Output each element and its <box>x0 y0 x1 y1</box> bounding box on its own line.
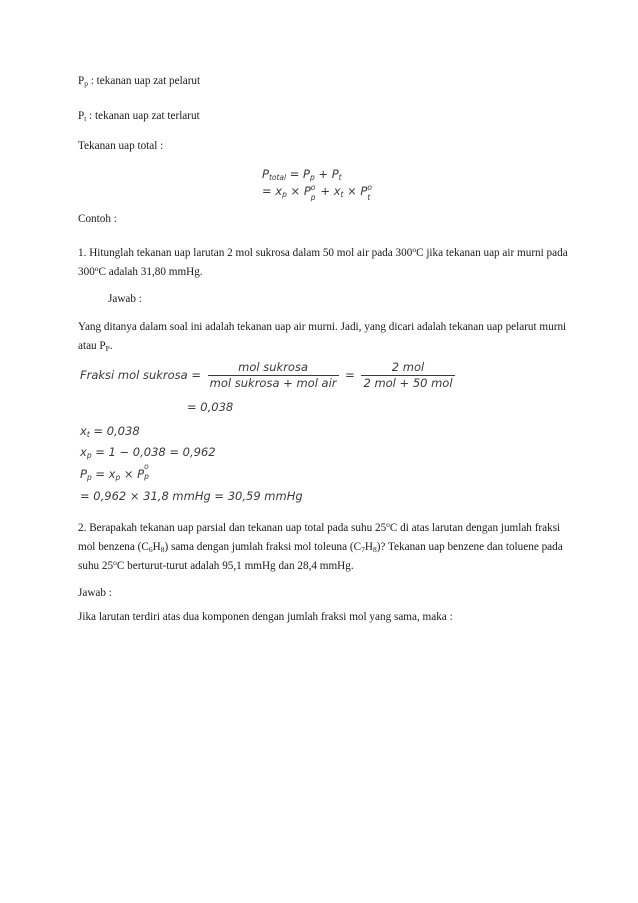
xp-line: xp = 1 − 0,038 = 0,962 <box>80 445 216 460</box>
pp-line: Pp = xp × P o p <box>80 462 149 482</box>
jawab-2: Jawab : <box>78 587 112 599</box>
total-pressure-formula: Ptotal = Pp + Pt = xp × P o p + xt × P o t <box>262 167 372 202</box>
fraction-sukrosa-formula: Fraksi mol sukrosa = $\frac{\text{mol sukrosa}}{\text{mol sukrosa + mol air}}$ = $\frac{\text{2 mol}}{\text{2 mol + 50 mol}}$ <box>80 360 453 390</box>
final-statement: Jika larutan terdiri atas dua komponen dengan jumlah fraksi mol yang sama, maka : <box>78 611 453 623</box>
answer-1-intro: Yang ditanya dalam soal ini adalah tekanan uap air murni. Jadi, yang dicari adalah tekanan uap pelarut murni atau $P_P$. <box>78 321 567 353</box>
xt-line: xt = 0,038 <box>80 424 140 439</box>
definition-pp: $P_p$ : tekanan uap zat pelarut <box>78 75 201 88</box>
jawab-1: Jawab : <box>108 293 142 305</box>
fraction-result: = 0,038 <box>187 400 234 414</box>
question-2: 2. Berapakah tekanan uap parsial dan tekanan uap total pada suhu 25$^o$C di atas larutan dengan jumlah fraksi mol benzena $(C_6H_8)$ sama dengan jumlah fraksi mol toleuna $(C_7H_8)$? Tekanan uap benzene dan toluene pada suhu 25$^o$C berturut-turut adalah 95,1 mmHg dan 28,4 mmHg. <box>78 520 563 572</box>
question-1: 1. Hitunglah tekanan uap larutan 2 mol sukrosa dalam 50 mol air pada 300$^o$C jika tekanan uap air murni pada 300$^o$C adalah 31,80 mmHg. <box>78 245 568 278</box>
pp-result-line: = 0,962 × 31,8 mmHg = 30,59 mmHg <box>80 489 303 503</box>
definition-pt: $P_t$ : tekanan uap zat terlarut <box>78 110 200 123</box>
contoh-heading: Contoh : <box>78 213 117 225</box>
total-pressure-label: Tekanan uap total : <box>78 140 164 152</box>
